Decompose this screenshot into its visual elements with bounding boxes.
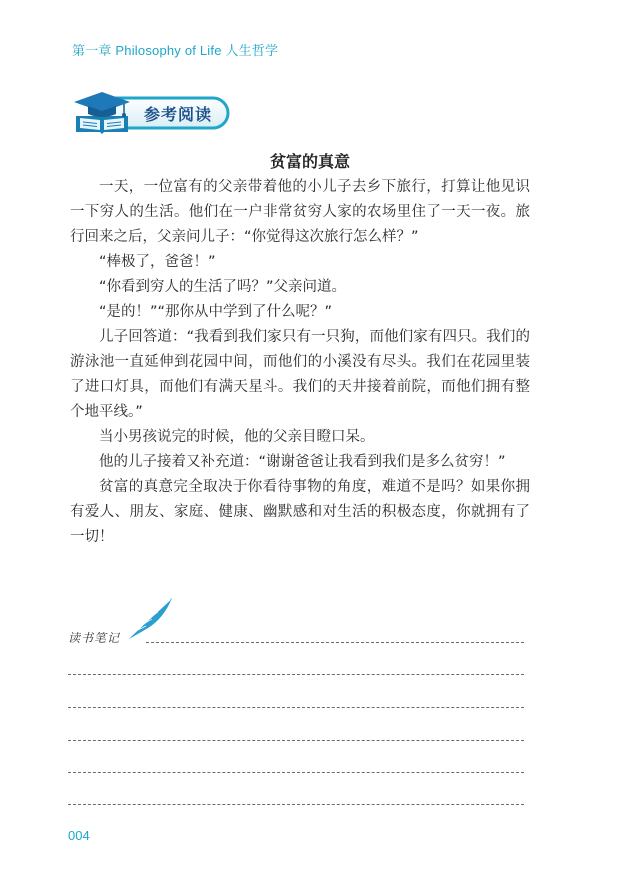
note-line xyxy=(68,772,524,773)
note-line xyxy=(68,707,524,708)
reading-notes-section xyxy=(68,596,528,816)
note-line xyxy=(68,740,524,741)
paragraph: “你看到穷人的生活了吗？”父亲问道。 xyxy=(99,279,347,295)
page-number: 004 xyxy=(68,828,90,843)
article-body xyxy=(70,175,530,550)
paragraph: 当小男孩说完的时候，他的父亲目瞪口呆。 xyxy=(99,429,375,445)
note-line xyxy=(68,804,524,805)
paragraph: 他的儿子接着又补充道：“谢谢爸爸让我看到我们是多么贫穷！” xyxy=(99,454,506,470)
article-title: 贫富的真意 xyxy=(269,152,350,171)
note-line xyxy=(68,674,524,675)
badge-label: 参考阅读 xyxy=(143,105,212,124)
reference-reading-badge xyxy=(72,90,232,136)
paragraph: “是的！”“那你从中学到了什么呢？” xyxy=(99,304,333,320)
paragraph: 一天，一位富有的父亲带着他的小儿子去乡下旅行，打算让他见识一下穷人的生活。他们在一户非常贫穷人家的农场里住了一天一夜。旅行回来之后，父亲问儿子：“你觉得这次旅行怎么样？” xyxy=(70,179,530,245)
paragraph: “棒极了，爸爸！” xyxy=(99,254,216,270)
paragraph: 贫富的真意完全取决于你看待事物的角度，难道不是吗？如果你拥有爱人、朋友、家庭、健康、幽默感和对生活的积极态度，你就拥有了一切！ xyxy=(70,479,530,545)
chapter-header: 第一章 Philosophy of Life 人生哲学 xyxy=(72,43,279,58)
feather-quill-icon xyxy=(124,596,176,642)
notes-label: 读书笔记 xyxy=(68,631,121,645)
note-line xyxy=(146,642,524,643)
paragraph: 儿子回答道：“我看到我们家只有一只狗，而他们家有四只。我们的游泳池一直延伸到花园中间，而他们的小溪没有尽头。我们在花园里装了进口灯具，而他们有满天星斗。我们的天井接着前院，而他们拥有整个地平线。” xyxy=(70,329,530,420)
